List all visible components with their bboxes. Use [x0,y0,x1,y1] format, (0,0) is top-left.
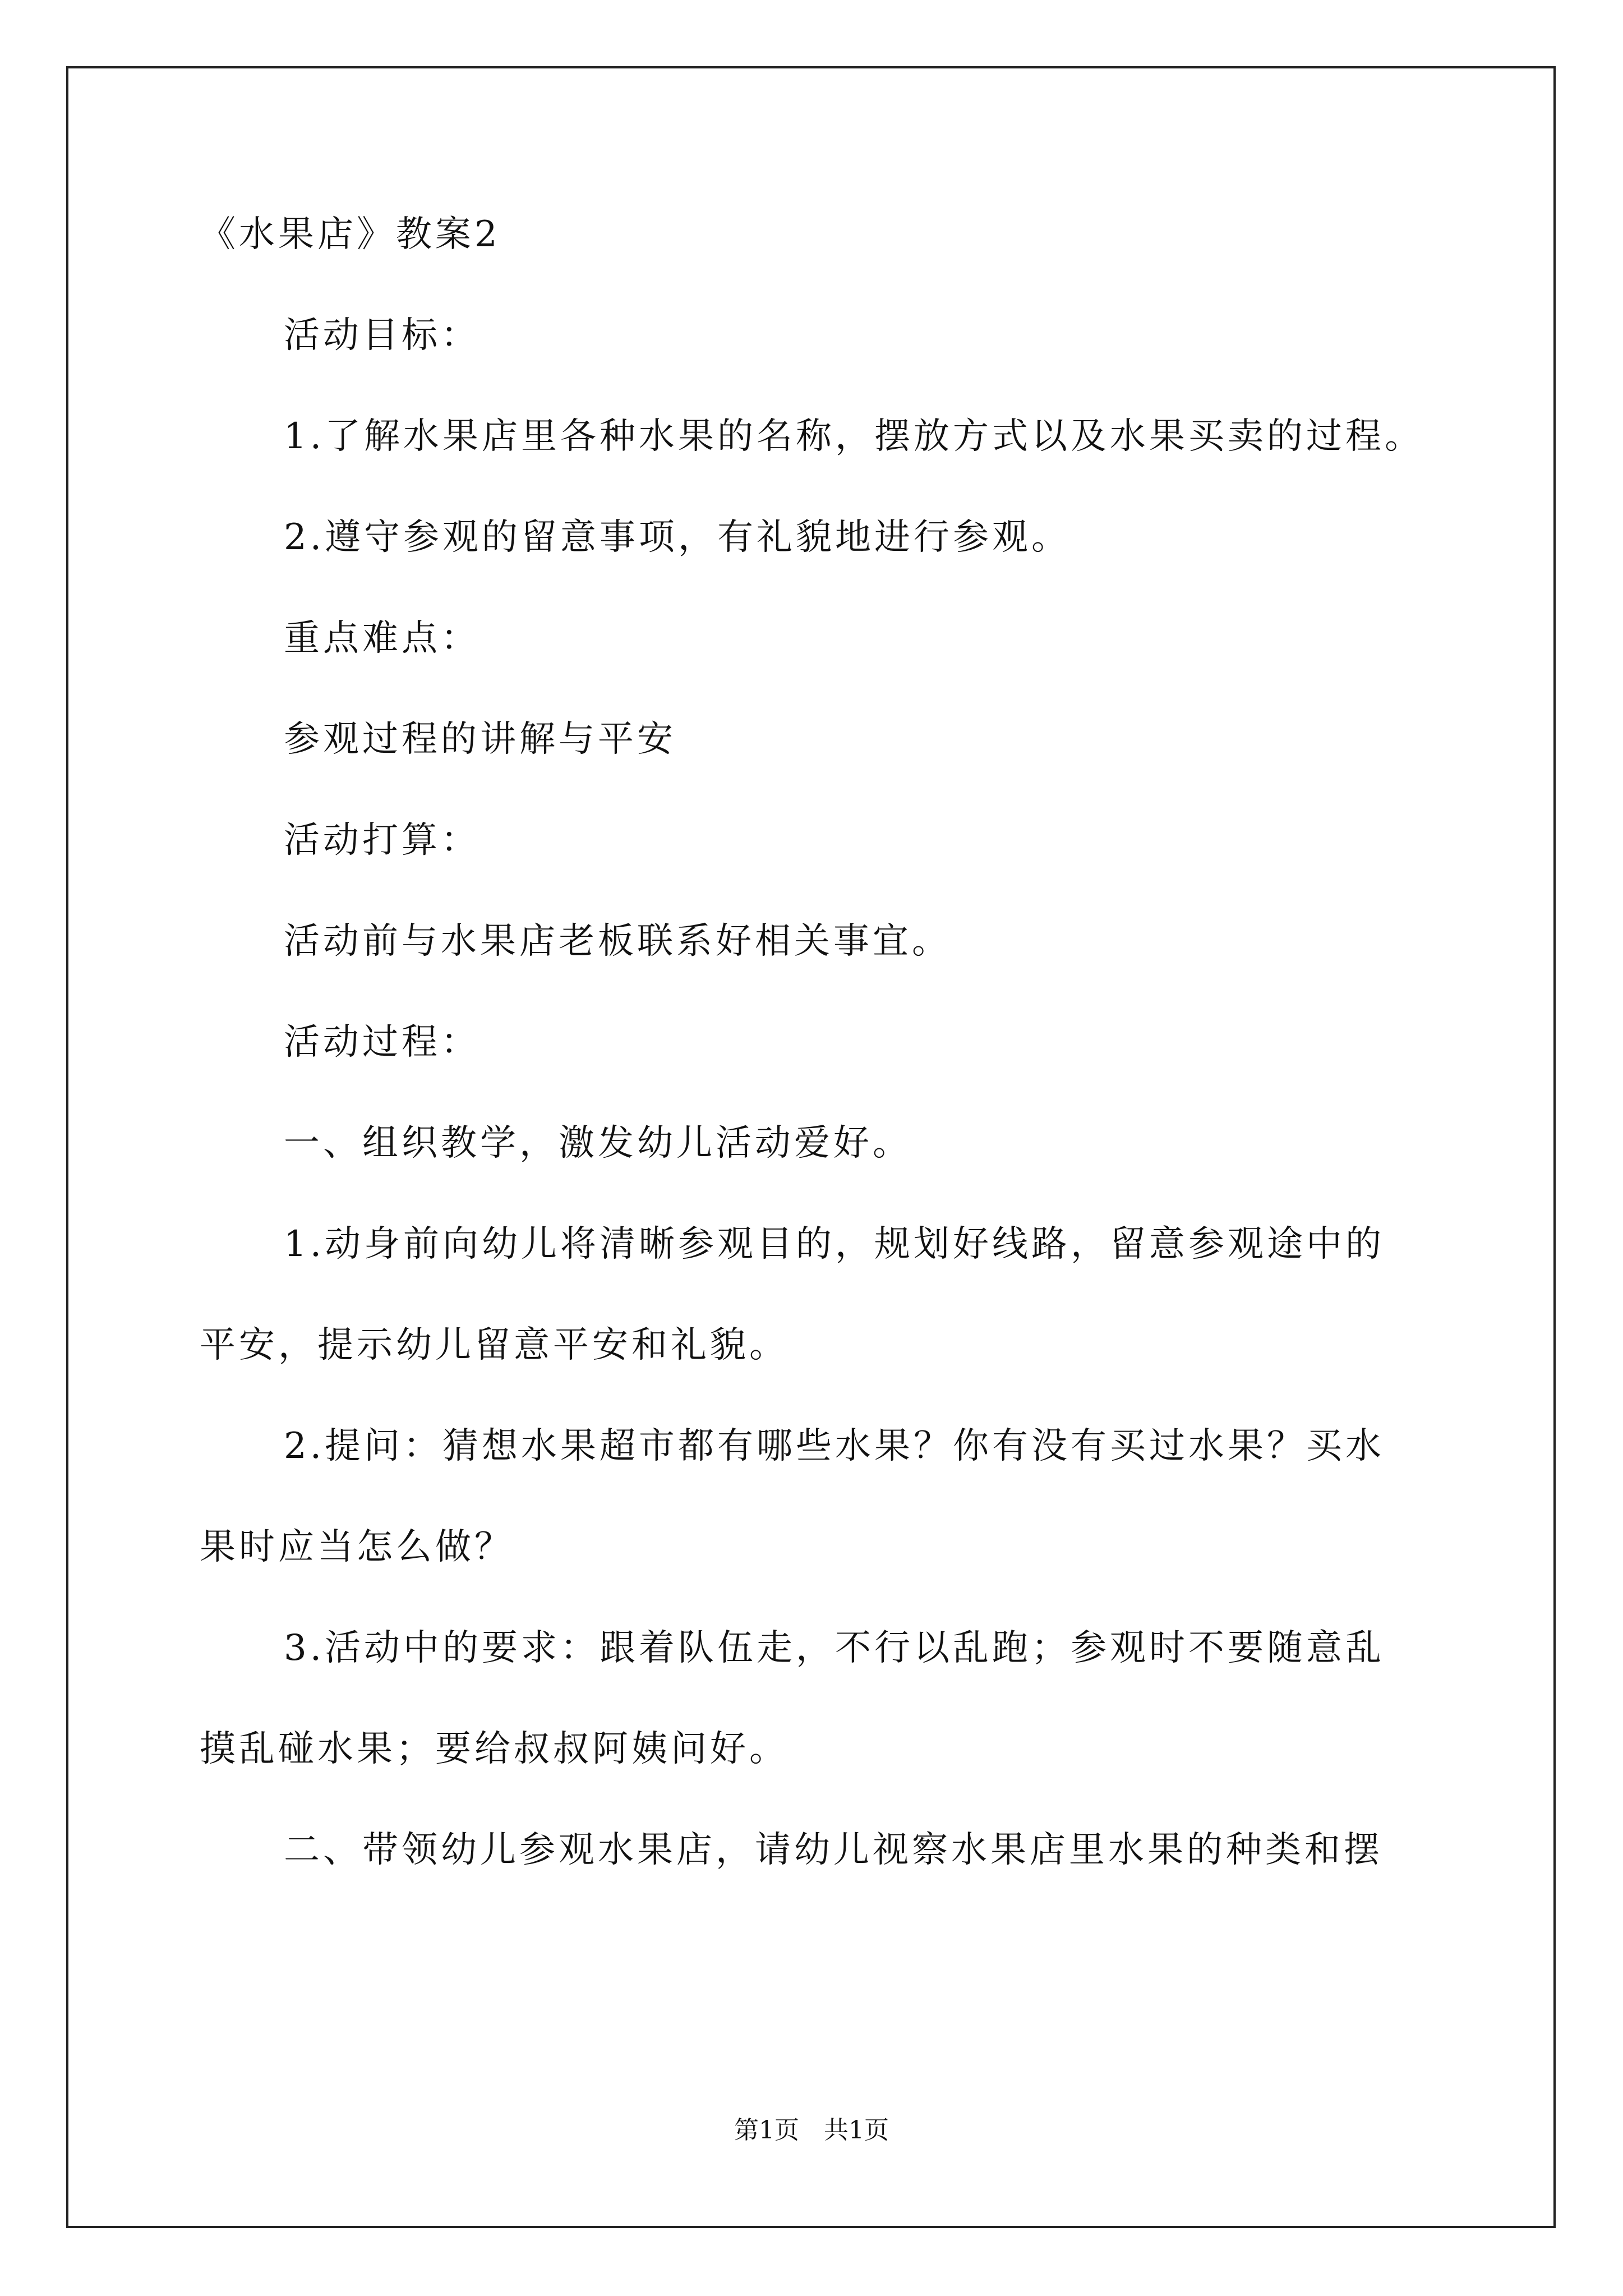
paragraph-process-1-3-line-2: 摸乱碰水果；要给叔叔阿姨问好。 [200,1728,789,1770]
page-number-footer: 第1页 共1页 [734,2116,889,2145]
section-heading-process: 活动过程： [284,1022,480,1063]
paragraph-process-1-2-line-2: 果时应当怎么做？ [200,1526,514,1568]
section-heading-goals: 活动目标： [284,315,480,356]
paragraph-process-1-3-line-1: 3.活动中的要求：跟着队伍走，不行以乱跑；参观时不要随意乱 [284,1627,1385,1669]
paragraph-process-1-1-line-1: 1.动身前向幼儿将清晰参观目的，规划好线路，留意参观途中的 [284,1223,1385,1265]
section-heading-preparation: 活动打算： [284,820,480,861]
document-title: 《水果店》教案2 [200,214,501,255]
paragraph-key-points: 参观过程的讲解与平安 [284,719,676,760]
paragraph-goal-1: 1.了解水果店里各种水果的名称，摆放方式以及水果买卖的过程。 [284,416,1424,457]
paragraph-process-1: 一、组织教学，激发幼儿活动爱好。 [284,1122,912,1164]
paragraph-preparation: 活动前与水果店老板联系好相关事宜。 [284,921,951,962]
paragraph-process-2: 二、带领幼儿参观水果店，请幼儿视察水果店里水果的种类和摆 [284,1829,1383,1871]
section-heading-key-points: 重点难点： [284,618,480,659]
paragraph-process-1-2-line-1: 2.提问：猜想水果超市都有哪些水果？你有没有买过水果？买水 [284,1425,1385,1467]
paragraph-goal-2: 2.遵守参观的留意事项，有礼貌地进行参观。 [284,517,1071,558]
paragraph-process-1-1-line-2: 平安，提示幼儿留意平安和礼貌。 [200,1324,789,1366]
